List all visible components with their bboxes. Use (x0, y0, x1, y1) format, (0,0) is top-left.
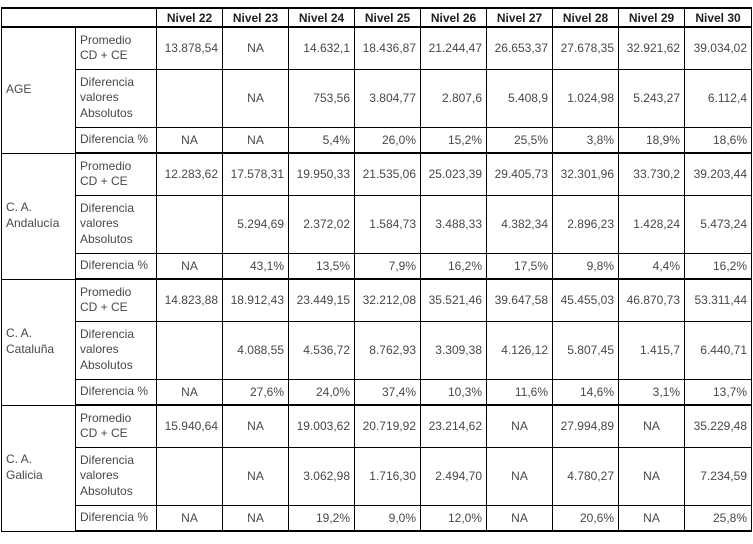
value-cell: 8.762,93 (355, 321, 421, 379)
value-cell: 20.719,92 (355, 405, 421, 447)
value-cell: 16,2% (685, 253, 752, 279)
value-cell: 19.950,33 (289, 153, 355, 195)
value-cell: 7.234,59 (685, 447, 752, 505)
value-cell: 4.382,34 (487, 195, 553, 253)
value-cell: 3.488,33 (421, 195, 487, 253)
column-header-nivel: Nivel 27 (487, 8, 553, 27)
value-cell: NA (157, 379, 223, 405)
value-cell: 3.804,77 (355, 69, 421, 127)
value-cell: 37,4% (355, 379, 421, 405)
value-cell: 753,56 (289, 69, 355, 127)
value-cell: 12.283,62 (157, 153, 223, 195)
value-cell: NA (487, 505, 553, 531)
value-cell (157, 447, 223, 505)
value-cell: 25,8% (685, 505, 752, 531)
value-cell: NA (157, 127, 223, 153)
value-cell: 25,5% (487, 127, 553, 153)
value-cell: 2.896,23 (553, 195, 619, 253)
column-header-nivel: Nivel 29 (619, 8, 685, 27)
value-cell: NA (223, 505, 289, 531)
value-cell: 35.229,48 (685, 405, 752, 447)
value-cell: 24,0% (289, 379, 355, 405)
value-cell: 6.440,71 (685, 321, 752, 379)
value-cell: 27.994,89 (553, 405, 619, 447)
column-header-nivel: Nivel 25 (355, 8, 421, 27)
value-cell: NA (619, 405, 685, 447)
table-row (2, 379, 752, 405)
value-cell: 5,4% (289, 127, 355, 153)
value-cell: 19.003,62 (289, 405, 355, 447)
group-label: AGE (2, 27, 76, 153)
value-cell: 6.112,4 (685, 69, 752, 127)
table-row (2, 279, 752, 321)
value-cell: 4.536,72 (289, 321, 355, 379)
value-cell: 17,5% (487, 253, 553, 279)
value-cell: 9,8% (553, 253, 619, 279)
value-cell: 12,0% (421, 505, 487, 531)
value-cell: 33.730,2 (619, 153, 685, 195)
value-cell: 27,6% (223, 379, 289, 405)
value-cell: 18,9% (619, 127, 685, 153)
table-row (2, 69, 752, 127)
value-cell: 14,6% (553, 379, 619, 405)
value-cell: 1.716,30 (355, 447, 421, 505)
value-cell: 13.878,54 (157, 27, 223, 69)
value-cell: 39.647,58 (487, 279, 553, 321)
value-cell: 53.311,44 (685, 279, 752, 321)
table-row (2, 27, 752, 69)
value-cell: 23.214,62 (421, 405, 487, 447)
group-label: C. A. Cataluña (2, 279, 76, 405)
value-cell: 3.309,38 (421, 321, 487, 379)
value-cell: 43,1% (223, 253, 289, 279)
value-cell: NA (223, 405, 289, 447)
row-label: Promedio CD + CE (76, 27, 157, 69)
value-cell: 46.870,73 (619, 279, 685, 321)
value-cell: 19,2% (289, 505, 355, 531)
table-row (2, 321, 752, 379)
group-label: C. A. Galicia (2, 405, 76, 531)
value-cell: 26,0% (355, 127, 421, 153)
value-cell: 1.024,98 (553, 69, 619, 127)
value-cell: 5.473,24 (685, 195, 752, 253)
value-cell: 5.294,69 (223, 195, 289, 253)
value-cell: 27.678,35 (553, 27, 619, 69)
value-cell: 1.415,7 (619, 321, 685, 379)
column-header-nivel: Nivel 22 (157, 8, 223, 27)
value-cell: 23.449,15 (289, 279, 355, 321)
value-cell: 13,5% (289, 253, 355, 279)
row-label: Diferencia valores Absolutos (76, 321, 157, 379)
column-header-nivel: Nivel 26 (421, 8, 487, 27)
row-label: Diferencia valores Absolutos (76, 195, 157, 253)
value-cell: 2.372,02 (289, 195, 355, 253)
value-cell: 2.807,6 (421, 69, 487, 127)
value-cell (157, 69, 223, 127)
value-cell: 21.535,06 (355, 153, 421, 195)
value-cell: 15,2% (421, 127, 487, 153)
column-header-nivel: Nivel 28 (553, 8, 619, 27)
value-cell: NA (223, 69, 289, 127)
value-cell: NA (487, 405, 553, 447)
value-cell: 18.436,87 (355, 27, 421, 69)
value-cell: 11,6% (487, 379, 553, 405)
value-cell: NA (157, 505, 223, 531)
value-cell: 45.455,03 (553, 279, 619, 321)
row-label: Diferencia valores Absolutos (76, 69, 157, 127)
value-cell: 9,0% (355, 505, 421, 531)
levels-comparison-table (1, 7, 752, 532)
table-row (2, 127, 752, 153)
table-row (2, 153, 752, 195)
row-label: Diferencia % (76, 127, 157, 153)
value-cell: 15.940,64 (157, 405, 223, 447)
table-row (2, 447, 752, 505)
value-cell (157, 321, 223, 379)
value-cell: 32.921,62 (619, 27, 685, 69)
value-cell: 2.494,70 (421, 447, 487, 505)
value-cell: 4.088,55 (223, 321, 289, 379)
value-cell: 16,2% (421, 253, 487, 279)
value-cell: 17.578,31 (223, 153, 289, 195)
table-row (2, 505, 752, 531)
value-cell: 10,3% (421, 379, 487, 405)
value-cell: 29.405,73 (487, 153, 553, 195)
group-label: C. A. Andalucía (2, 153, 76, 279)
column-header-nivel: Nivel 30 (685, 8, 752, 27)
value-cell: 18,6% (685, 127, 752, 153)
value-cell: 4.780,27 (553, 447, 619, 505)
row-label: Diferencia % (76, 253, 157, 279)
value-cell: NA (157, 253, 223, 279)
table-header-row (2, 8, 752, 27)
column-header-nivel: Nivel 23 (223, 8, 289, 27)
value-cell: 32.301,96 (553, 153, 619, 195)
value-cell: NA (223, 127, 289, 153)
value-cell: 4.126,12 (487, 321, 553, 379)
value-cell: 7,9% (355, 253, 421, 279)
value-cell: 26.653,37 (487, 27, 553, 69)
value-cell: 32.212,08 (355, 279, 421, 321)
value-cell: 4,4% (619, 253, 685, 279)
table-row (2, 253, 752, 279)
value-cell: 35.521,46 (421, 279, 487, 321)
value-cell: 1.584,73 (355, 195, 421, 253)
corner-cell (2, 8, 157, 27)
column-header-nivel: Nivel 24 (289, 8, 355, 27)
table-row (2, 405, 752, 447)
value-cell: NA (619, 505, 685, 531)
value-cell: 21.244,47 (421, 27, 487, 69)
value-cell: NA (487, 447, 553, 505)
value-cell: 25.023,39 (421, 153, 487, 195)
value-cell: NA (223, 27, 289, 69)
value-cell: 5.807,45 (553, 321, 619, 379)
row-label: Diferencia valores Absolutos (76, 447, 157, 505)
value-cell: 3.062,98 (289, 447, 355, 505)
row-label: Diferencia % (76, 505, 157, 531)
value-cell: 20,6% (553, 505, 619, 531)
value-cell: 3,8% (553, 127, 619, 153)
value-cell: NA (619, 447, 685, 505)
row-label: Promedio CD + CE (76, 279, 157, 321)
value-cell: 13,7% (685, 379, 752, 405)
value-cell: 39.203,44 (685, 153, 752, 195)
table-row (2, 195, 752, 253)
table-body (2, 27, 752, 531)
row-label: Promedio CD + CE (76, 405, 157, 447)
value-cell: 14.823,88 (157, 279, 223, 321)
value-cell: 14.632,1 (289, 27, 355, 69)
value-cell: 39.034,02 (685, 27, 752, 69)
row-label: Promedio CD + CE (76, 153, 157, 195)
value-cell (157, 195, 223, 253)
value-cell: 5.243,27 (619, 69, 685, 127)
value-cell: NA (223, 447, 289, 505)
value-cell: 3,1% (619, 379, 685, 405)
value-cell: 18.912,43 (223, 279, 289, 321)
value-cell: 1.428,24 (619, 195, 685, 253)
row-label: Diferencia % (76, 379, 157, 405)
value-cell: 5.408,9 (487, 69, 553, 127)
